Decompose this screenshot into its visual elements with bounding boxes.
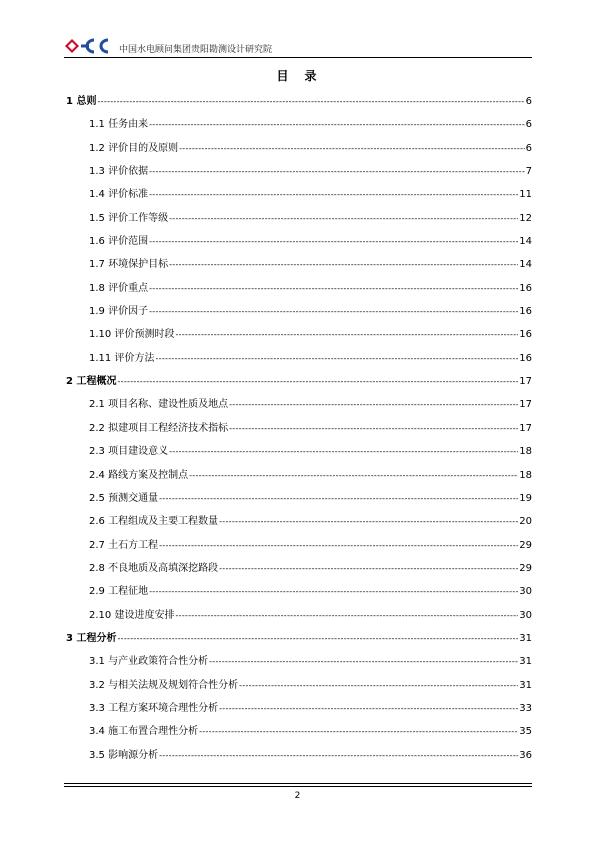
toc-entry-page: 30 bbox=[519, 609, 532, 621]
toc-entry-label: 3.1 与产业政策符合性分析 bbox=[89, 656, 209, 668]
toc-entry[interactable] bbox=[66, 321, 532, 344]
toc-dot-leader bbox=[219, 517, 518, 527]
toc-dot-leader bbox=[149, 237, 518, 247]
toc-entry-label: 3 工程分析 bbox=[66, 632, 117, 644]
table-of-contents bbox=[66, 88, 532, 765]
toc-dot-leader bbox=[169, 214, 518, 224]
toc-entry-page: 19 bbox=[519, 492, 532, 504]
toc-dot-leader bbox=[239, 681, 518, 691]
toc-entry-page: 6 bbox=[525, 96, 532, 107]
toc-entry[interactable] bbox=[66, 508, 532, 531]
toc-entry-page: 31 bbox=[519, 679, 532, 691]
toc-entry-page: 14 bbox=[519, 236, 532, 248]
toc-entry-page: 36 bbox=[519, 749, 532, 761]
toc-entry-page: 6 bbox=[525, 119, 532, 131]
toc-dot-leader bbox=[159, 751, 518, 761]
toc-entry[interactable] bbox=[66, 672, 532, 695]
toc-entry-page: 17 bbox=[519, 422, 532, 434]
toc-entry[interactable] bbox=[66, 695, 532, 718]
header-divider bbox=[64, 57, 532, 58]
toc-entry[interactable] bbox=[66, 275, 532, 298]
footer-divider bbox=[64, 783, 532, 787]
toc-dot-leader bbox=[169, 260, 518, 270]
toc-entry[interactable] bbox=[66, 415, 532, 438]
toc-dot-leader bbox=[117, 377, 518, 387]
toc-dot-leader bbox=[209, 657, 518, 667]
toc-dot-leader bbox=[149, 120, 525, 130]
toc-dot-leader bbox=[229, 424, 518, 434]
toc-entry-label: 3.3 工程方案环境合理性分析 bbox=[89, 702, 219, 714]
toc-entry[interactable] bbox=[66, 135, 532, 158]
toc-entry-label: 1.10 评价预测时段 bbox=[89, 329, 175, 341]
toc-dot-leader bbox=[189, 471, 518, 481]
toc-dot-leader bbox=[149, 587, 518, 597]
toc-dot-leader bbox=[159, 494, 518, 504]
toc-entry-label: 1.1 任务由来 bbox=[89, 119, 149, 131]
toc-entry[interactable] bbox=[66, 391, 532, 414]
toc-entry-label: 2.7 土石方工程 bbox=[89, 539, 159, 551]
toc-entry-page: 11 bbox=[519, 189, 532, 201]
toc-dot-leader bbox=[155, 354, 518, 364]
toc-entry-label: 2.4 路线方案及控制点 bbox=[89, 469, 189, 481]
toc-dot-leader bbox=[229, 400, 518, 410]
toc-entry-label: 2.9 工程征地 bbox=[89, 586, 149, 598]
toc-entry[interactable] bbox=[66, 438, 532, 461]
toc-dot-leader bbox=[169, 447, 518, 457]
company-logo-icon bbox=[64, 37, 112, 55]
toc-entry-label: 1.2 评价目的及原则 bbox=[89, 142, 179, 154]
toc-entry-label: 1.8 评价重点 bbox=[89, 282, 149, 294]
toc-entry-page: 12 bbox=[519, 212, 532, 224]
page-header bbox=[64, 36, 532, 58]
toc-entry-page: 31 bbox=[519, 632, 532, 644]
toc-entry-page: 16 bbox=[519, 306, 532, 318]
toc-entry[interactable] bbox=[66, 298, 532, 321]
toc-entry-page: 20 bbox=[519, 516, 532, 528]
toc-entry-page: 35 bbox=[519, 726, 532, 738]
toc-dot-leader bbox=[219, 704, 518, 714]
toc-entry-label: 2 工程概况 bbox=[66, 376, 117, 388]
toc-dot-leader bbox=[175, 330, 518, 340]
toc-entry[interactable] bbox=[66, 158, 532, 181]
toc-entry-label: 1.11 评价方法 bbox=[89, 352, 155, 364]
toc-entry-label: 3.4 施工布置合理性分析 bbox=[89, 726, 199, 738]
toc-entry-page: 29 bbox=[519, 562, 532, 574]
toc-entry-page: 18 bbox=[519, 446, 532, 458]
toc-dot-leader bbox=[219, 564, 518, 574]
toc-entry-label: 2.6 工程组成及主要工程数量 bbox=[89, 516, 219, 528]
toc-entry[interactable] bbox=[66, 485, 532, 508]
toc-entry-page: 17 bbox=[519, 376, 532, 388]
toc-dot-leader bbox=[149, 190, 518, 200]
toc-dot-leader bbox=[179, 144, 525, 154]
toc-entry[interactable] bbox=[66, 532, 532, 555]
toc-dot-leader bbox=[149, 307, 518, 317]
toc-entry[interactable] bbox=[66, 625, 532, 648]
toc-entry-page: 16 bbox=[519, 329, 532, 341]
toc-entry-page: 33 bbox=[519, 702, 532, 714]
toc-entry[interactable] bbox=[66, 602, 532, 625]
toc-dot-leader bbox=[97, 97, 524, 107]
page-number: 2 bbox=[294, 791, 301, 801]
toc-dot-leader bbox=[159, 541, 518, 551]
toc-dot-leader bbox=[149, 167, 525, 177]
toc-entry-label: 3.5 影响源分析 bbox=[89, 749, 159, 761]
toc-entry-label: 2.10 建设进度安排 bbox=[89, 609, 175, 621]
toc-entry[interactable] bbox=[66, 251, 532, 274]
toc-entry-label: 3.2 与相关法规及规划符合性分析 bbox=[89, 679, 239, 691]
toc-entry-page: 7 bbox=[525, 166, 532, 178]
toc-entry-label: 2.8 不良地质及高填深挖路段 bbox=[89, 562, 219, 574]
toc-entry-label: 1.9 评价因子 bbox=[89, 306, 149, 318]
toc-entry-label: 1.5 评价工作等级 bbox=[89, 212, 169, 224]
toc-entry-label: 2.1 项目名称、建设性质及地点 bbox=[89, 399, 229, 411]
toc-entry-label: 1.4 评价标准 bbox=[89, 189, 149, 201]
toc-entry[interactable] bbox=[66, 578, 532, 601]
toc-entry-label: 2.5 预测交通量 bbox=[89, 492, 159, 504]
toc-title bbox=[0, 67, 595, 84]
toc-entry-label: 1 总则 bbox=[66, 96, 97, 107]
toc-entry[interactable] bbox=[66, 205, 532, 228]
organization-name: 中国水电顾问集团贵阳勘测设计研究院 bbox=[119, 45, 273, 55]
toc-entry-label: 2.2 拟建项目工程经济技术指标 bbox=[89, 422, 229, 434]
toc-entry[interactable] bbox=[66, 718, 532, 741]
toc-entry-page: 30 bbox=[519, 586, 532, 598]
toc-dot-leader bbox=[175, 611, 518, 621]
toc-title-part2: 录 bbox=[304, 69, 319, 83]
toc-entry[interactable] bbox=[66, 555, 532, 578]
toc-entry[interactable] bbox=[66, 88, 532, 111]
toc-entry-page: 18 bbox=[519, 469, 532, 481]
toc-entry-label: 1.7 环境保护目标 bbox=[89, 259, 169, 271]
toc-entry-page: 17 bbox=[519, 399, 532, 411]
toc-entry[interactable] bbox=[66, 345, 532, 368]
toc-dot-leader bbox=[117, 634, 518, 644]
toc-entry-page: 14 bbox=[519, 259, 532, 271]
toc-title-part1: 目 bbox=[276, 69, 291, 83]
toc-dot-leader bbox=[149, 284, 518, 294]
toc-entry-label: 2.3 项目建设意义 bbox=[89, 446, 169, 458]
toc-entry[interactable] bbox=[66, 368, 532, 391]
toc-dot-leader bbox=[199, 727, 518, 737]
toc-entry-label: 1.3 评价依据 bbox=[89, 166, 149, 178]
toc-entry-page: 29 bbox=[519, 539, 532, 551]
toc-entry[interactable] bbox=[66, 111, 532, 134]
toc-entry[interactable] bbox=[66, 742, 532, 765]
toc-entry[interactable] bbox=[66, 181, 532, 204]
toc-entry-page: 31 bbox=[519, 656, 532, 668]
toc-entry[interactable] bbox=[66, 228, 532, 251]
toc-entry-page: 6 bbox=[525, 142, 532, 154]
toc-entry-label: 1.6 评价范围 bbox=[89, 236, 149, 248]
toc-entry-page: 16 bbox=[519, 282, 532, 294]
toc-entry[interactable] bbox=[66, 648, 532, 671]
toc-entry-page: 16 bbox=[519, 352, 532, 364]
toc-entry[interactable] bbox=[66, 462, 532, 485]
